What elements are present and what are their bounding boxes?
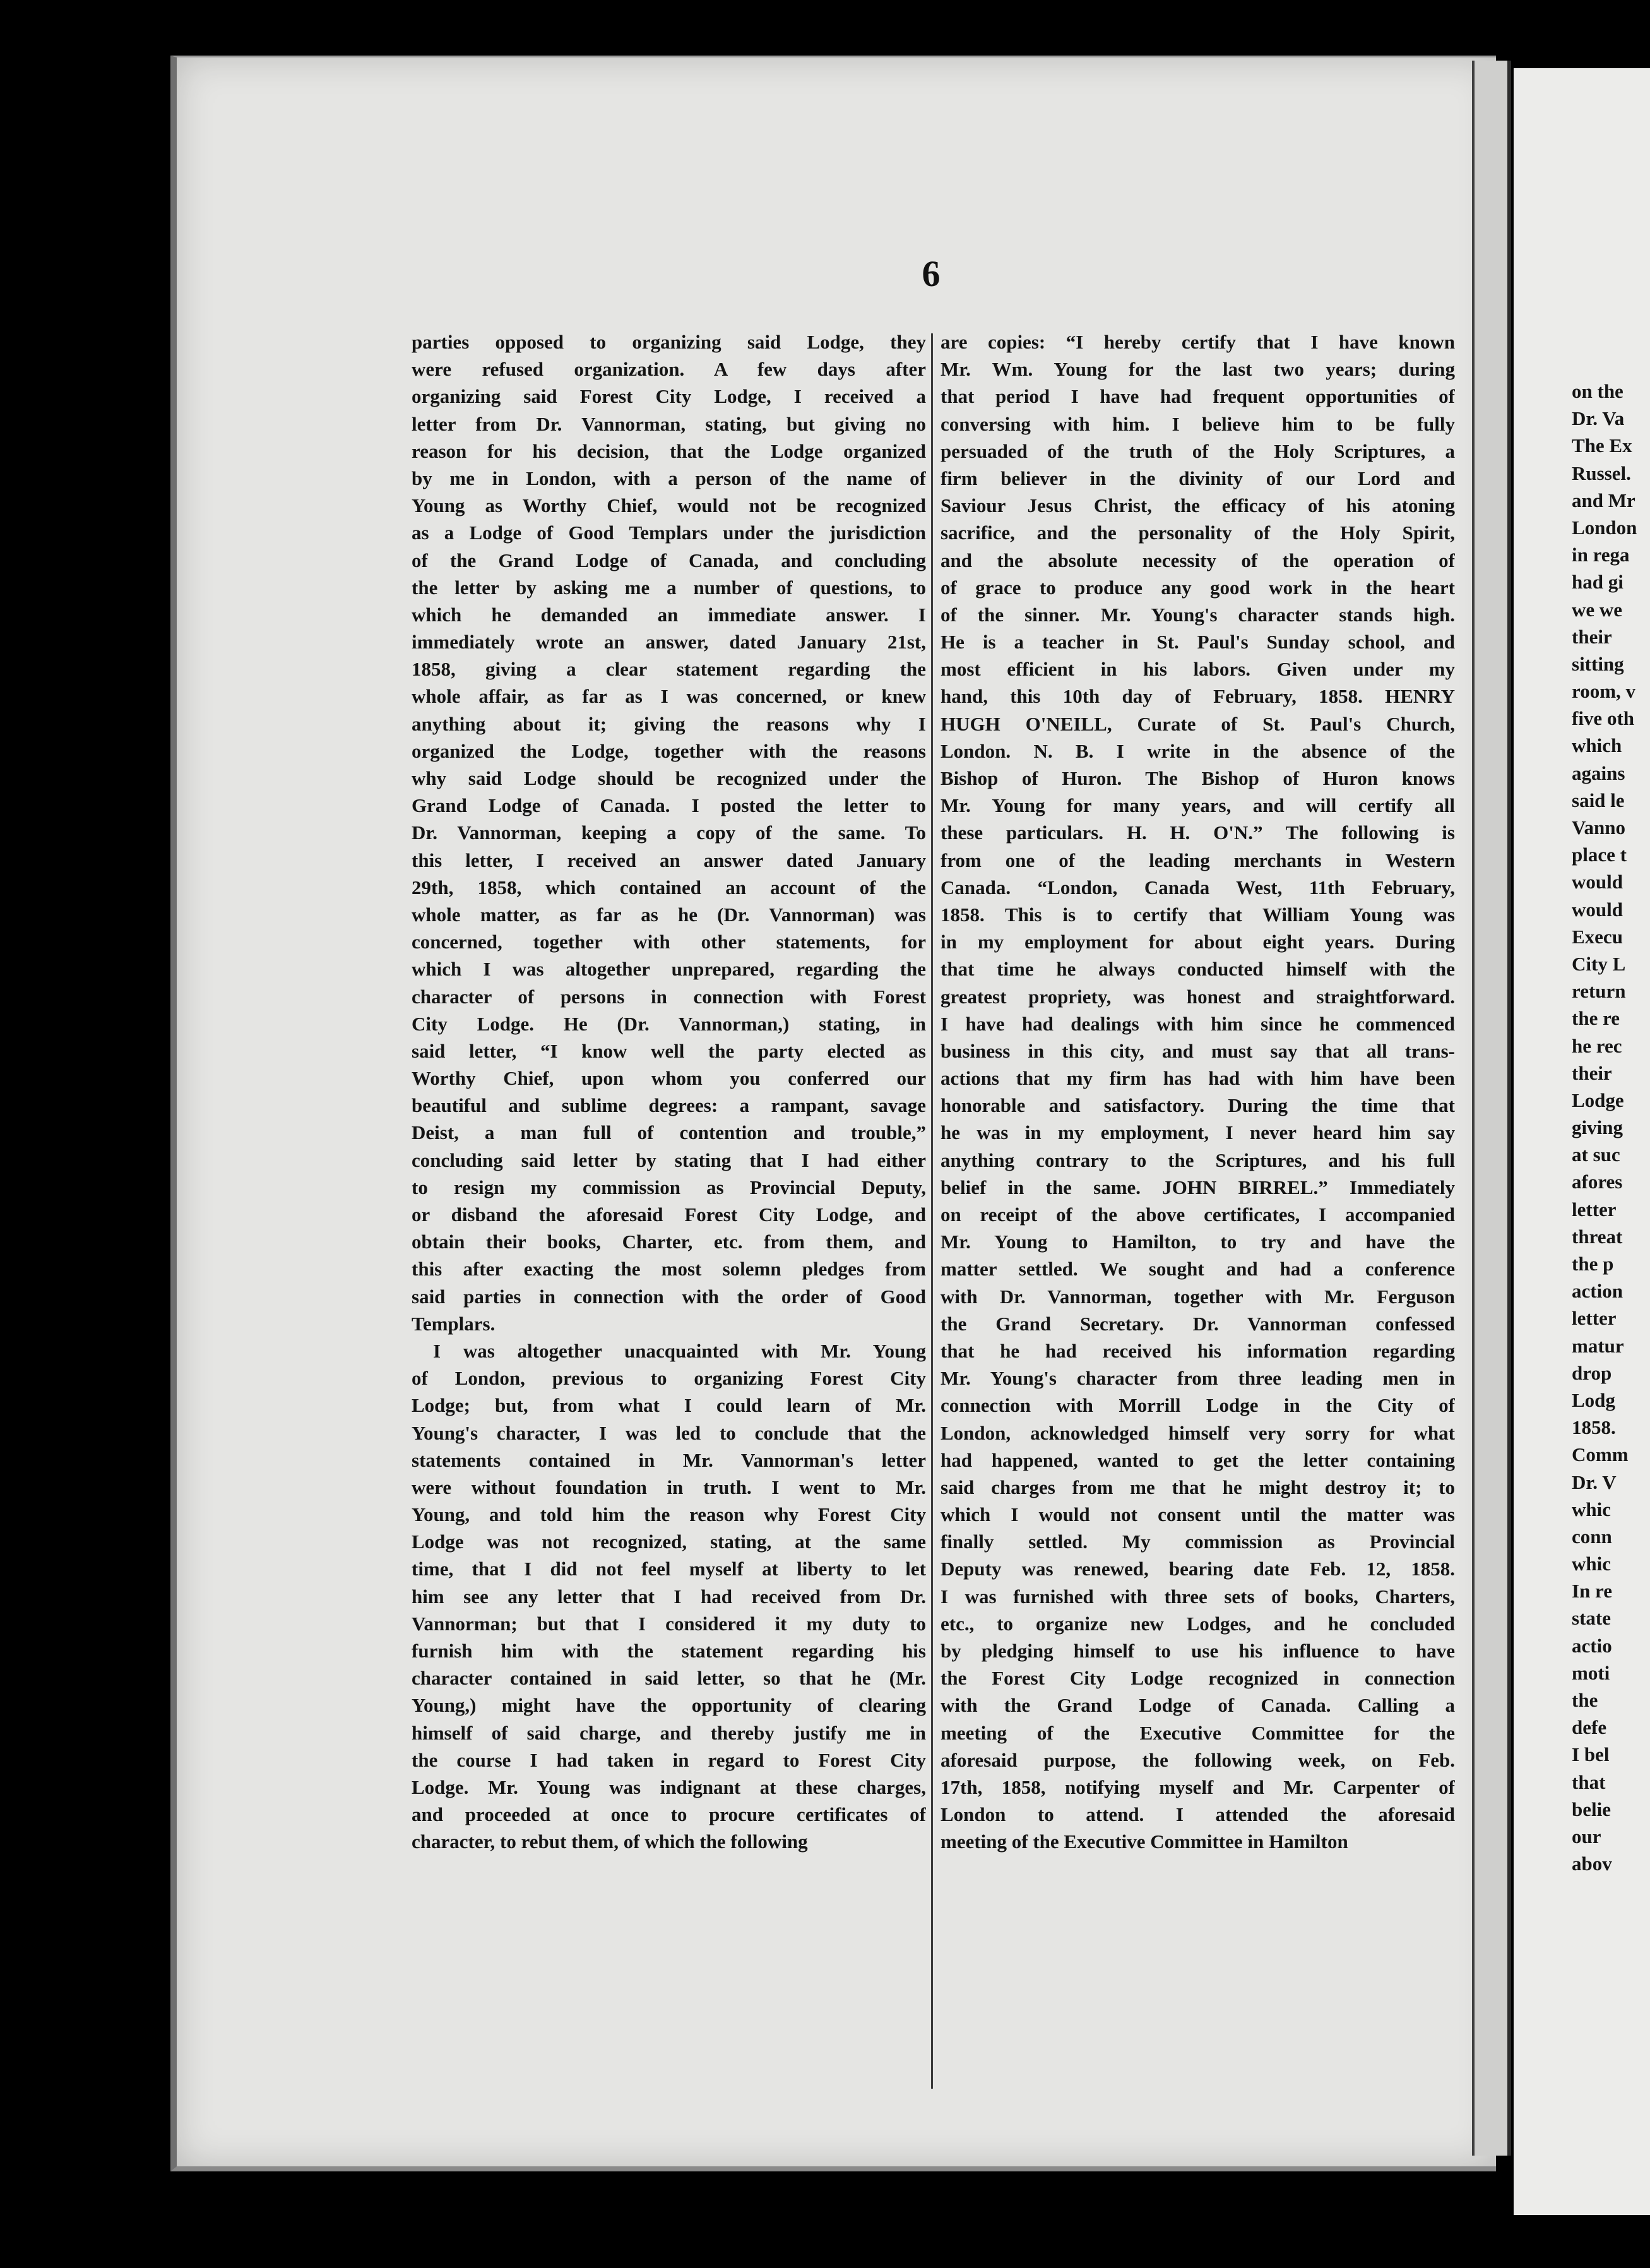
text-line: Mr. Young to Hamilton, to try and have the: [941, 1231, 1455, 1253]
text-line: character contained in said letter, so that he (Mr.: [412, 1667, 926, 1690]
text-line: Vannorman; but that I considered it my duty to: [412, 1612, 926, 1635]
text-line: Lodge; but, from what I could learn of Mr.: [412, 1394, 926, 1417]
fragment-line: he rec: [1572, 1034, 1622, 1057]
text-line: belief in the same. JOHN BIRREL.” Immediately: [941, 1176, 1455, 1198]
text-line: whole affair, as far as I was concerned, or knew: [412, 685, 926, 708]
fragment-line: Vanno: [1572, 816, 1626, 839]
text-line: anything about it; giving the reasons why I: [412, 712, 926, 735]
text-line: Canada. “London, Canada West, 11th February,: [941, 876, 1455, 898]
text-line: finally settled. My commission as Provincial: [941, 1531, 1455, 1553]
text-line: the Grand Secretary. Dr. Vannorman confessed: [941, 1312, 1455, 1335]
text-line: statements contained in Mr. Vannorman's letter: [412, 1448, 926, 1471]
text-line: were without foundation in truth. I went to Mr.: [412, 1476, 926, 1498]
text-line: furnish him with the statement regarding his: [412, 1640, 926, 1662]
next-page-strip: [1514, 68, 1650, 2215]
fragment-line: In re: [1572, 1580, 1613, 1603]
fragment-line: actio: [1572, 1634, 1612, 1657]
text-line: he was in my employment, I never heard him say: [941, 1121, 1455, 1144]
text-line: parties opposed to organizing said Lodge, they: [412, 331, 926, 353]
text-line: organizing said Forest City Lodge, I received a: [412, 385, 926, 408]
fragment-line: place t: [1572, 844, 1627, 866]
fragment-line: defe: [1572, 1716, 1607, 1739]
fragment-line: room, v: [1572, 680, 1636, 703]
text-line: business in this city, and must say that all trans-: [941, 1039, 1455, 1062]
text-line: letter from Dr. Vannorman, stating, but giving no: [412, 412, 926, 435]
text-line: most efficient in his labors. Given under my: [941, 658, 1455, 681]
text-line: which I would not consent until the matter was: [941, 1503, 1455, 1526]
fragment-line: at suc: [1572, 1143, 1620, 1166]
text-line: Lodge was not recognized, stating, at the same: [412, 1531, 926, 1553]
page-edge: [1472, 61, 1511, 2156]
text-line: 17th, 1858, notifying myself and Mr. Carpenter of: [941, 1776, 1455, 1798]
text-line: had happened, wanted to get the letter containing: [941, 1448, 1455, 1471]
fragment-line: Dr. Va: [1572, 407, 1625, 430]
text-line: himself of said charge, and thereby justify me in: [412, 1721, 926, 1744]
text-line: etc., to organize new Lodges, and he concluded: [941, 1612, 1455, 1635]
text-line: as a Lodge of Good Templars under the jurisdiction: [412, 522, 926, 544]
text-line: which he demanded an immediate answer. I: [412, 603, 926, 626]
text-line: with Dr. Vannorman, together with Mr. Ferguson: [941, 1285, 1455, 1308]
text-line: by me in London, with a person of the name of: [412, 467, 926, 489]
text-line: these particulars. H. H. O'N.” The following is: [941, 821, 1455, 844]
fragment-line: return: [1572, 980, 1626, 1003]
text-line: this after exacting the most solemn pledges from: [412, 1258, 926, 1280]
text-line: Lodge. Mr. Young was indignant at these charges,: [412, 1776, 926, 1798]
text-line: HUGH O'NEILL, Curate of St. Paul's Church,: [941, 712, 1455, 735]
text-line: character of persons in connection with Forest: [412, 985, 926, 1008]
text-line: Dr. Vannorman, keeping a copy of the same. To: [412, 821, 926, 844]
fragment-line: Russel.: [1572, 462, 1631, 484]
fragment-line: London: [1572, 516, 1637, 539]
page-number: 6: [922, 253, 941, 294]
text-line: the letter by asking me a number of questions, to: [412, 576, 926, 599]
text-line: of the Grand Lodge of Canada, and concluding: [412, 549, 926, 571]
text-line: I have had dealings with him since he commenced: [941, 1012, 1455, 1035]
text-line: character, to rebut them, of which the following: [412, 1830, 808, 1853]
text-line: meeting of the Executive Committee in Hamilton: [941, 1830, 1348, 1853]
text-line: of the sinner. Mr. Young's character stands high.: [941, 603, 1455, 626]
text-line: 29th, 1858, which contained an account of the: [412, 876, 926, 898]
text-line: reason for his decision, that the Lodge organized: [412, 439, 926, 462]
text-line: organized the Lodge, together with the reasons: [412, 739, 926, 762]
text-line: actions that my firm has had with him have been: [941, 1067, 1455, 1090]
text-line: greatest propriety, was honest and straightforward.: [941, 985, 1455, 1008]
fragment-line: conn: [1572, 1525, 1612, 1548]
fragment-line: belie: [1572, 1798, 1611, 1820]
left-column: [412, 328, 926, 1856]
text-line: City Lodge. He (Dr. Vannorman,) stating, in: [412, 1012, 926, 1035]
fragment-line: we we: [1572, 598, 1623, 621]
text-line: I was altogether unacquainted with Mr. Young: [433, 1339, 926, 1362]
fragment-line: afores: [1572, 1171, 1623, 1193]
text-line: which I was altogether unprepared, regarding the: [412, 958, 926, 981]
text-line: Grand Lodge of Canada. I posted the letter to: [412, 794, 926, 817]
text-line: Bishop of Huron. The Bishop of Huron knows: [941, 767, 1455, 789]
text-line: Worthy Chief, upon whom you conferred our: [412, 1067, 926, 1090]
text-line: why said Lodge should be recognized under the: [412, 767, 926, 789]
text-line: of London, previous to organizing Forest City: [412, 1367, 926, 1390]
text-line: said letter, “I know well the party elected as: [412, 1039, 926, 1062]
text-line: in my employment for about eight years. During: [941, 931, 1455, 953]
text-line: this letter, I received an answer dated January: [412, 849, 926, 871]
text-line: and the absolute necessity of the operation of: [941, 549, 1455, 571]
fragment-line: whic: [1572, 1498, 1611, 1520]
text-line: that he had received his information regarding: [941, 1339, 1455, 1362]
text-line: that period I have had frequent opportunities of: [941, 385, 1455, 408]
fragment-line: letter: [1572, 1198, 1617, 1221]
text-line: concluding said letter by stating that I had either: [412, 1149, 926, 1171]
fragment-line: drop: [1572, 1361, 1612, 1384]
text-line: London. N. B. I write in the absence of the: [941, 739, 1455, 762]
fragment-line: had gi: [1572, 571, 1623, 594]
text-line: persuaded of the truth of the Holy Scriptures, a: [941, 439, 1455, 462]
fragment-line: in rega: [1572, 544, 1630, 566]
fragment-line: agains: [1572, 761, 1625, 784]
text-line: time, that I did not feel myself at liberty to let: [412, 1558, 926, 1580]
text-line: aforesaid purpose, the following week, on Feb.: [941, 1748, 1455, 1771]
text-line: matter settled. We sought and had a conference: [941, 1258, 1455, 1280]
text-line: by pledging himself to use his influence to have: [941, 1640, 1455, 1662]
fragment-line: would: [1572, 898, 1623, 921]
text-line: said parties in connection with the order of Good: [412, 1285, 926, 1308]
right-column: [941, 328, 1455, 1856]
fragment-line: on the: [1572, 380, 1623, 402]
fragment-line: matur: [1572, 1334, 1624, 1357]
fragment-line: state: [1572, 1607, 1611, 1630]
fragment-line: letter: [1572, 1307, 1617, 1330]
text-line: obtain their books, Charter, etc. from them, and: [412, 1231, 926, 1253]
fragment-line: giving: [1572, 1116, 1623, 1139]
text-line: London, acknowledged himself very sorry for what: [941, 1421, 1455, 1444]
fragment-line: I bel: [1572, 1743, 1610, 1766]
fragment-line: which: [1572, 734, 1622, 757]
text-line: on receipt of the above certificates, I accompanied: [941, 1203, 1455, 1226]
fragment-line: Lodge: [1572, 1089, 1624, 1111]
fragment-line: abov: [1572, 1853, 1612, 1875]
fragment-line: Dr. V: [1572, 1471, 1617, 1493]
text-line: the Forest City Lodge recognized in connection: [941, 1667, 1455, 1690]
text-line: Young, and told him the reason why Forest City: [412, 1503, 926, 1526]
text-line: conversing with him. I believe him to be fully: [941, 412, 1455, 435]
text-line: said charges from me that he might destroy it; to: [941, 1476, 1455, 1498]
fragment-line: and Mr: [1572, 489, 1635, 511]
fragment-line: action: [1572, 1280, 1623, 1303]
text-line: the course I had taken in regard to Forest City: [412, 1748, 926, 1771]
text-line: Mr. Young for many years, and will certify all: [941, 794, 1455, 817]
text-line: 1858. This is to certify that William Young was: [941, 903, 1455, 926]
text-line: I was furnished with three sets of books, Charters,: [941, 1585, 1455, 1608]
fragment-line: would: [1572, 871, 1623, 893]
fragment-line: said le: [1572, 789, 1625, 811]
fragment-line: the re: [1572, 1007, 1620, 1030]
fragment-line: threat: [1572, 1225, 1623, 1248]
text-line: him see any letter that I had received from Dr.: [412, 1585, 926, 1608]
text-line: with the Grand Lodge of Canada. Calling a: [941, 1694, 1455, 1717]
text-line: immediately wrote an answer, dated January 21st,: [412, 631, 926, 654]
fragment-line: Comm: [1572, 1443, 1629, 1466]
fragment-line: whic: [1572, 1553, 1611, 1575]
text-line: concerned, together with other statements, for: [412, 931, 926, 953]
next-page-text: [1514, 378, 1650, 1877]
fragment-line: five oth: [1572, 707, 1635, 730]
text-line: Mr. Young's character from three leading men in: [941, 1367, 1455, 1390]
text-line: whole matter, as far as he (Dr. Vannorman) was: [412, 903, 926, 926]
text-line: are copies: “I hereby certify that I have known: [941, 331, 1455, 353]
fragment-line: Execu: [1572, 925, 1623, 948]
text-line: meeting of the Executive Committee for the: [941, 1721, 1455, 1744]
fragment-line: City L: [1572, 952, 1626, 975]
text-line: 1858, giving a clear statement regarding the: [412, 658, 926, 681]
text-line: London to attend. I attended the aforesaid: [941, 1803, 1455, 1826]
fragment-line: moti: [1572, 1661, 1610, 1684]
text-line: Saviour Jesus Christ, the efficacy of his atoning: [941, 494, 1455, 517]
text-line: Young's character, I was led to conclude that the: [412, 1421, 926, 1444]
text-line: Deputy was renewed, bearing date Feb. 12, 1858.: [941, 1558, 1455, 1580]
text-line: Deist, a man full of contention and trouble,”: [412, 1121, 926, 1144]
fragment-line: the p: [1572, 1253, 1614, 1275]
fragment-line: our: [1572, 1825, 1601, 1847]
fragment-line: sitting: [1572, 652, 1624, 675]
text-line: He is a teacher in St. Paul's Sunday school, and: [941, 631, 1455, 654]
fragment-line: 1858.: [1572, 1416, 1616, 1439]
fragment-line: The Ex: [1572, 434, 1632, 457]
text-line: Young as Worthy Chief, would not be recognized: [412, 494, 926, 517]
text-line: Mr. Wm. Young for the last two years; during: [941, 358, 1455, 381]
text-line: and proceeded at once to procure certificates of: [412, 1803, 926, 1826]
text-line: connection with Morrill Lodge in the City of: [941, 1394, 1455, 1417]
text-line: firm believer in the divinity of our Lord and: [941, 467, 1455, 489]
text-line: that time he always conducted himself with the: [941, 958, 1455, 981]
text-line: from one of the leading merchants in Western: [941, 849, 1455, 871]
text-line: Young,) might have the opportunity of clearing: [412, 1694, 926, 1717]
text-line: were refused organization. A few days after: [412, 358, 926, 381]
text-line: or disband the aforesaid Forest City Lodge, and: [412, 1203, 926, 1226]
text-line: beautiful and sublime degrees: a rampant, savage: [412, 1094, 926, 1117]
text-line: anything contrary to the Scriptures, and his full: [941, 1149, 1455, 1171]
column-divider: [931, 333, 933, 2089]
fragment-line: their: [1572, 625, 1612, 648]
text-line: hand, this 10th day of February, 1858. HENRY: [941, 685, 1455, 708]
text-line: to resign my commission as Provincial Deputy,: [412, 1176, 926, 1198]
text-line: sacrifice, and the personality of the Holy Spirit,: [941, 522, 1455, 544]
text-line: honorable and satisfactory. During the time that: [941, 1094, 1455, 1117]
fragment-line: the: [1572, 1689, 1598, 1711]
text-line: Templars.: [412, 1312, 496, 1335]
fragment-line: that: [1572, 1770, 1606, 1793]
fragment-line: Lodg: [1572, 1388, 1615, 1411]
fragment-line: their: [1572, 1061, 1612, 1084]
text-line: of grace to produce any good work in the heart: [941, 576, 1455, 599]
